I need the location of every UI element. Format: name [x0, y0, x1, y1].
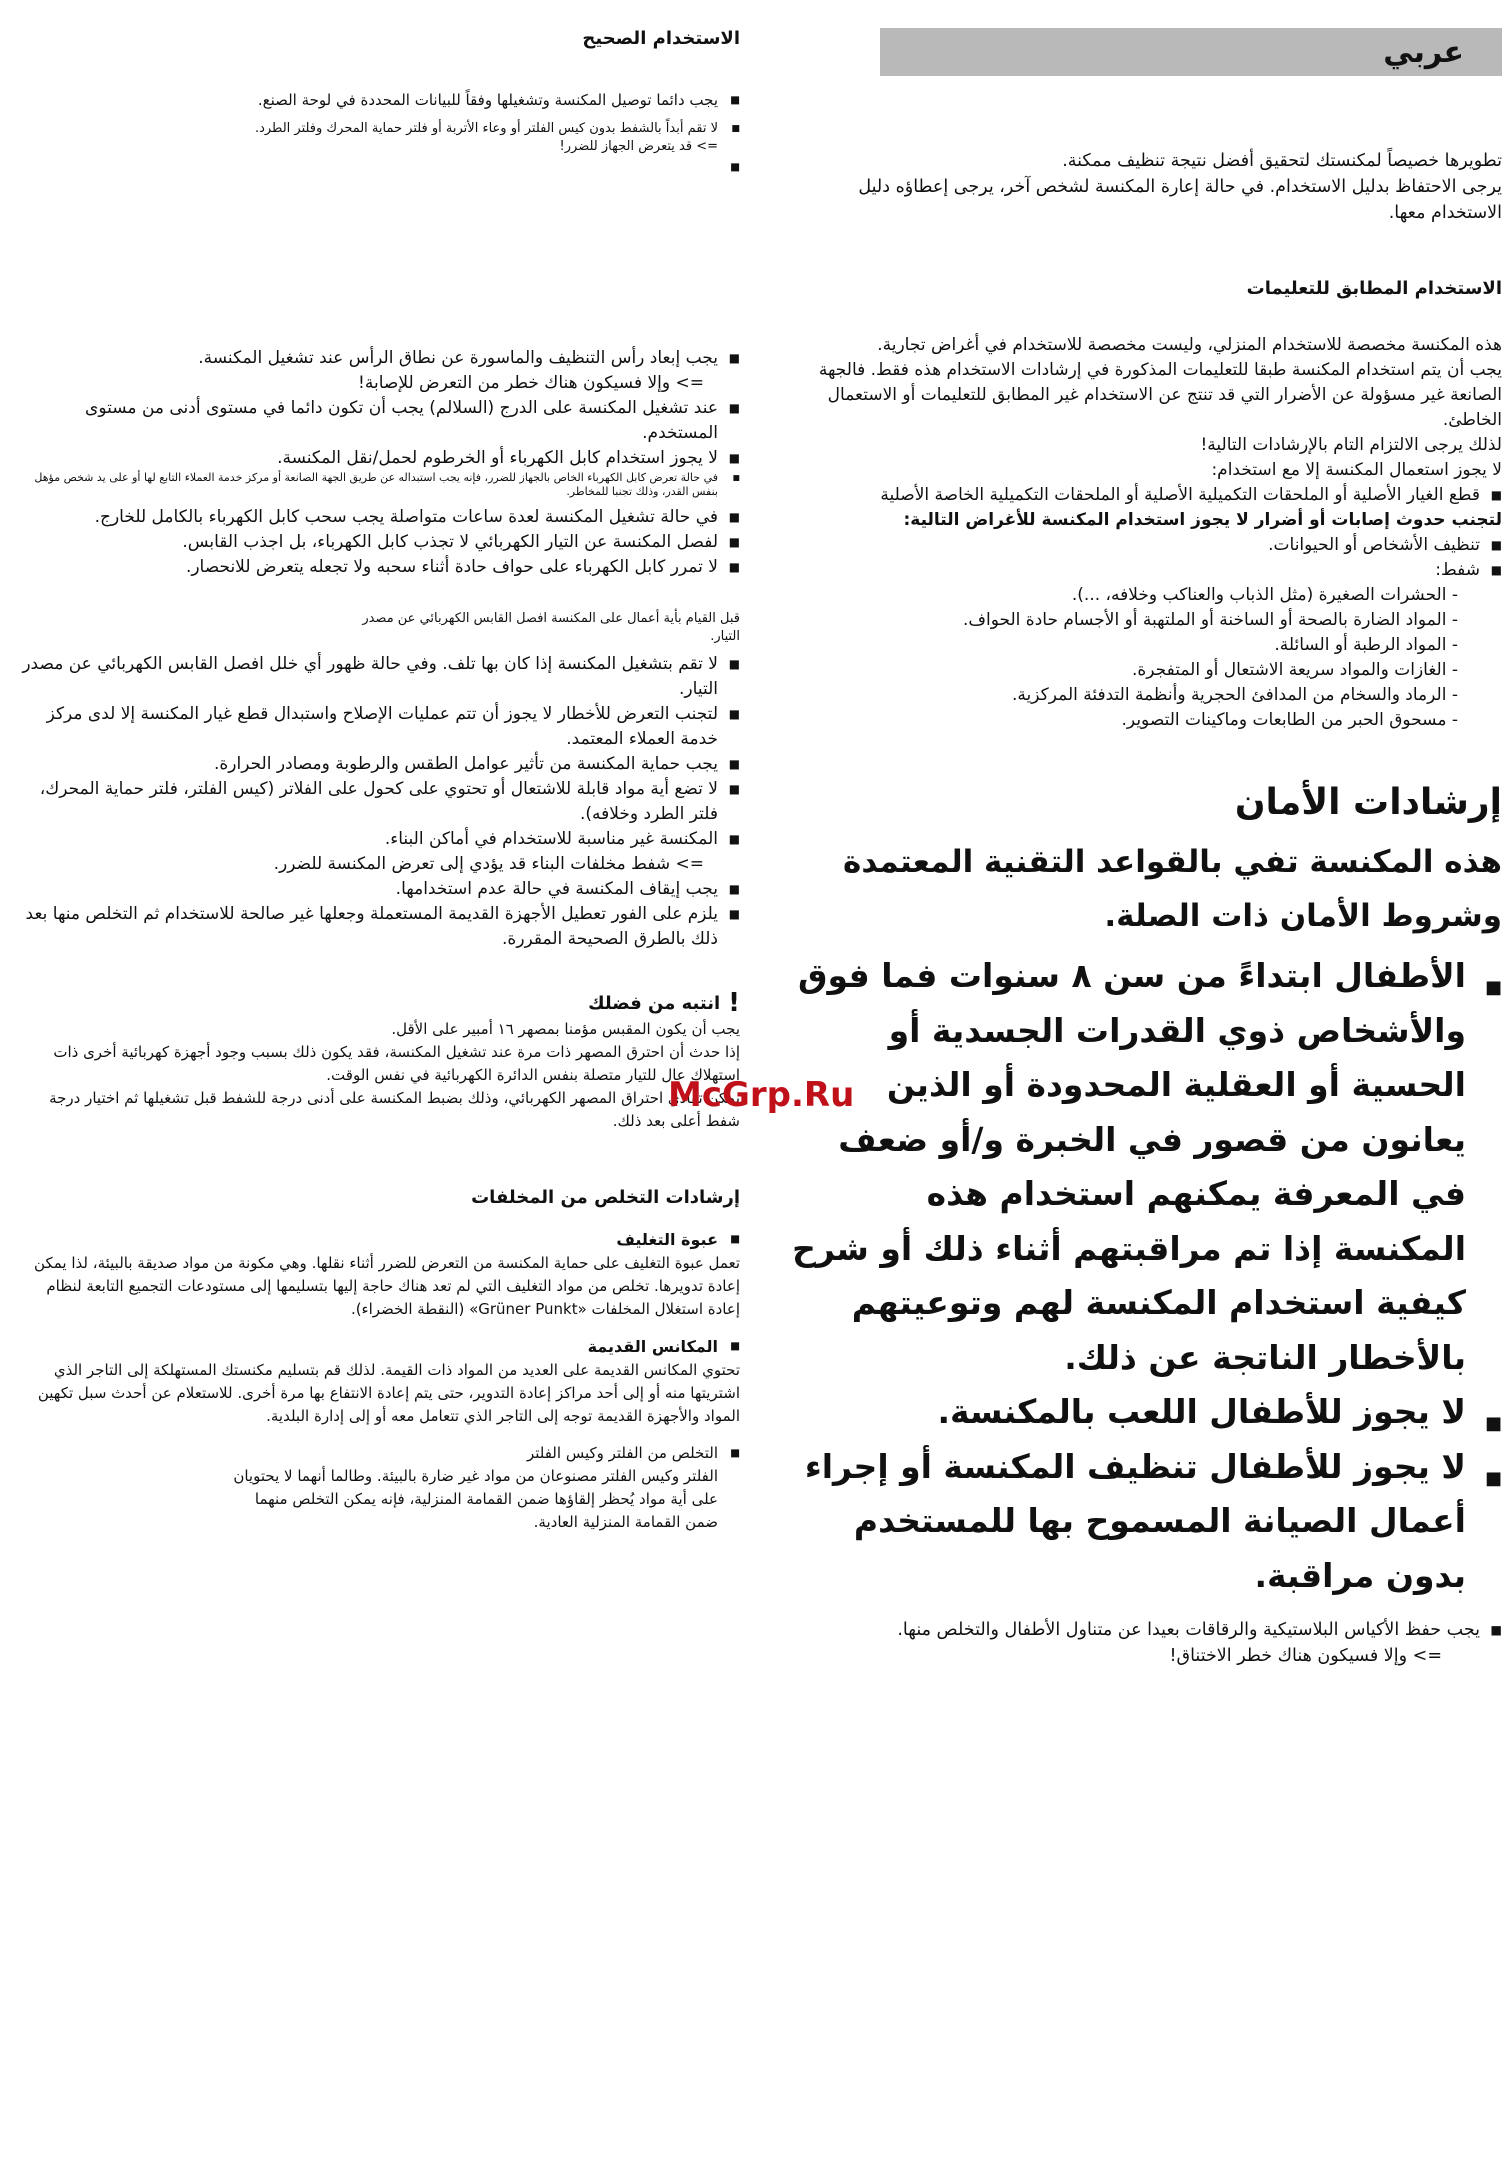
- dash-item: - المواد الضارة بالصحة أو الساخنة أو الملتهبة أو الأجسام حادة الحواف.: [963, 610, 1458, 630]
- intended-use-p3: لذلك يرجى الالتزام التام بالإرشادات التالية!: [1200, 435, 1502, 455]
- watermark: McGrp.Ru: [668, 1075, 855, 1115]
- intro-line-1: تطويرها خصيصاً لمكنستك لتحقيق أفضل نتيجة تنظيف ممكنة.: [1062, 151, 1502, 171]
- list-item-note: => وإلا فسيكون هناك خطر من التعرض للإصابة!: [358, 373, 704, 393]
- dash-item: - الرماد والسخام من المدافئ الحجرية وأنظمة التدفئة المركزية.: [1012, 685, 1458, 705]
- list-item: ■ المكنسة غير مناسبة للاستخدام في أماكن البناء.: [20, 827, 740, 852]
- list-item: ■ يجب إبعاد رأس التنظيف والماسورة عن نطاق الرأس عند تشغيل المكنسة.: [20, 346, 740, 371]
- bag-note-result: => وإلا فسيكون هناك خطر الاختناق!: [1169, 1646, 1442, 1666]
- packaging-title: ■ عبوة التغليف: [20, 1228, 740, 1252]
- left-column: [20, 28, 740, 1534]
- right-column: [790, 28, 1502, 1669]
- intended-use-p4: لا يجوز استعمال المكنسة إلا مع استخدام:: [1211, 460, 1502, 480]
- attention-heading: [20, 988, 740, 1018]
- list-item: ■ تنظيف الأشخاص أو الحيوانات.: [790, 533, 1502, 558]
- dash-item: - الغازات والمواد سريعة الاشتعال أو المتفجرة.: [1131, 660, 1458, 680]
- correct-use-title: الاستخدام الصحيح: [582, 28, 740, 49]
- list-item-note: => شفط مخلفات البناء قد يؤدي إلى تعرض المكنسة للضرر.: [273, 854, 704, 874]
- bag-note: ■ يجب حفظ الأكياس البلاستيكية والرقاقات بعيدا عن متناول الأطفال والتخلص منها.: [790, 1617, 1502, 1643]
- list-item: ■ لا تقم بتشغيل المكنسة إذا كان بها تلف. وفي حالة ظهور أي خلل افصل القابس الكهربائي عن مصدر التيار.: [20, 652, 740, 702]
- list-item: ■ لتجنب التعرض للأخطار لا يجوز أن تتم عمليات الإصلاح واستبدال قطع غيار المكنسة إلا لدى مركز خدمة العملاء المعتمد.: [20, 702, 740, 752]
- list-item: ■ عند تشغيل المكنسة على الدرج (السلالم) يجب أن تكون دائما في مستوى أدنى من مستوى المستخدم.: [20, 396, 740, 446]
- list-item: ■ يجب حماية المكنسة من تأثير عوامل الطقس والرطوبة ومصادر الحرارة.: [20, 752, 740, 777]
- safety-title: إرشادات الأمان: [1234, 782, 1502, 823]
- safety-item: ■ لا يجوز للأطفال تنظيف المكنسة أو إجراء أعمال الصيانة المسموح بها للمستخدم بدون مراقبة.: [790, 1440, 1502, 1604]
- attention-p3: يمكن تفادي احتراق المصهر الكهربائي، وذلك بضبط المكنسة على أدنى درجة للشفط قبل تشغيلها ثم اختيار درجة شفط أعلى بعد ذلك.: [49, 1089, 740, 1130]
- safety-intro: هذه المكنسة تفي بالقواعد التقنية المعتمدة وشروط الأمان ذات الصلة.: [843, 844, 1502, 934]
- intended-use-title: الاستخدام المطابق للتعليمات: [1246, 278, 1502, 299]
- dash-item: - المواد الرطبة أو السائلة.: [1274, 635, 1458, 655]
- attention-p2: إذا حدث أن احترق المصهر ذات مرة عند تشغيل المكنسة، فقد يكون ذلك بسبب وجود أجهزة كهربائية أخرى ذات استهلاك عال للتيار متصلة بنفس الدائرة الكهربائية في نفس الوقت.: [53, 1043, 740, 1084]
- filter-disposal-text: الفلتر وكيس الفلتر مصنوعان من مواد غير ضارة بالبيئة. وطالما أنهما لا يحتويان على أية مواد يُحظر إلقاؤها ضمن القمامة المنزلية، فإنه يمكن التخلص منهما ضمن القمامة المنزلية العادية.: [233, 1467, 718, 1531]
- old-vacuums-title: ■ المكانس القديمة: [20, 1335, 740, 1359]
- intended-use-p2: يجب أن يتم استخدام المكنسة طبقا للتعليمات المذكورة في إرشادات الاستخدام هذه فقط. فالجهة الصانعة غير مسؤولة عن الأضرار التي قد تنتج عن الاستخدام غير المطابق للتعليمات أو الاستعمال الخاطئ.: [818, 360, 1502, 430]
- warning-icon: !: [728, 988, 740, 1018]
- language-label: عربي: [1383, 34, 1464, 70]
- empty-bullet: [20, 156, 740, 176]
- list-item: ■ شفط:: [790, 558, 1502, 583]
- dash-item: - الحشرات الصغيرة (مثل الذباب والعناكب وخلافه، ...).: [1071, 585, 1458, 605]
- list-item: ■ لا يجوز استخدام كابل الكهرباء أو الخرطوم لحمل/نقل المكنسة.: [20, 446, 740, 471]
- list-item: ■ لا تضع أية مواد قابلة للاشتعال أو تحتوي على كحول على الفلاتر (كيس الفلتر، فلتر حماية المحرك، فلتر الطرد وخلافه).: [20, 777, 740, 827]
- old-vacuums-text: تحتوي المكانس القديمة على العديد من المواد ذات القيمة. لذلك قم بتسليم مكنستك المستهلكة إلى التاجر الذي اشتريتها منه أو إلى أحد مراكز إعادة التدوير، حتى يتم إعادة الانتفاع بها مرة أخرى. للاستعلام عن أحدث سبل تكهين المواد والأجهزة القديمة توجه إلى التاجر الذي تتعامل معه أو إلى إدارة البلدية.: [37, 1361, 740, 1425]
- attention-p1: يجب أن يكون المقبس مؤمنا بمصهر ١٦ أمبير على الأقل.: [391, 1020, 740, 1038]
- intro-line-2: يرجى الاحتفاظ بدليل الاستخدام. في حالة إعارة المكنسة لشخص آخر، يرجى إعطاؤه دليل الاستخدام معها.: [858, 177, 1502, 223]
- safety-item: ■ الأطفال ابتداءً من سن ٨ سنوات فما فوق والأشخاص ذوي القدرات الجسدية أو الحسية أو العقلية المحدودة أو الذين يعانون من قصور في الخبرة و/أو ضعف في المعرفة يمكنهم استخدام هذه المكنسة إذا تم مراقبتهم أثناء ذلك أو شرح كيفية استخدام المكنسة لهم وتوعيتهم بالأخطار الناتجة عن ذلك.: [790, 949, 1502, 1385]
- unplug-note: قبل القيام بأية أعمال على المكنسة افصل القابس الكهربائي عن مصدر التيار.: [362, 611, 740, 644]
- list-item: ■ لا تقم أبداً بالشفط بدون كيس الفلتر أو وعاء الأتربة أو فلتر حماية المحرك وفلتر الطرد. => قد يتعرض الجهاز للضرر!: [20, 120, 740, 156]
- list-item: ■ قطع الغيار الأصلية أو الملحقات التكميلية الأصلية أو الملحقات التكميلية الخاصة الأصلية: [790, 483, 1502, 508]
- small-note: ■ في حالة تعرض كابل الكهرباء الخاص بالجهاز للضرر، فإنه يجب استبداله عن طريق الجهة الصانعة أو مركز خدمة العملاء التابع لها أو على يد شخص مؤهل بنفس القدر، وذلك تجنبا للمخاطر.: [20, 471, 740, 499]
- intended-use-warning: لتجنب حدوث إصابات أو أضرار لا يجوز استخدام المكنسة للأغراض التالية:: [903, 510, 1502, 530]
- list-item: ■ يجب إيقاف المكنسة في حالة عدم استخدامها.: [20, 877, 740, 902]
- dash-item: - مسحوق الحبر من الطابعات وماكينات التصوير.: [1121, 710, 1458, 730]
- list-item: ■ يلزم على الفور تعطيل الأجهزة القديمة المستعملة وجعلها غير صالحة للاستخدام ثم التخلص منها بعد ذلك بالطرق الصحيحة المقررة.: [20, 902, 740, 952]
- attention-title: انتبه من فضلك: [588, 992, 721, 1014]
- filter-disposal-title: ■ التخلص من الفلتر وكيس الفلتر: [20, 1442, 740, 1465]
- list-item: ■ لفصل المكنسة عن التيار الكهربائي لا تجذب كابل الكهرباء، بل اجذب القابس.: [20, 530, 740, 555]
- list-item: ■ لا تمرر كابل الكهرباء على حواف حادة أثناء سحبه ولا تجعله يتعرض للانحصار.: [20, 555, 740, 580]
- list-item: ■ في حالة تشغيل المكنسة لعدة ساعات متواصلة يجب سحب كابل الكهرباء بالكامل للخارج.: [20, 505, 740, 530]
- safety-item: ■ لا يجوز للأطفال اللعب بالمكنسة.: [790, 1385, 1502, 1440]
- disposal-title: إرشادات التخلص من المخلفات: [471, 1187, 740, 1208]
- packaging-text: تعمل عبوة التغليف على حماية المكنسة من التعرض للضرر أثناء نقلها. وهي مكونة من مواد صديقة بالبيئة، لذا يمكن إعادة تدويرها. تخلص من مواد التغليف التي لم تعد هناك حاجة إليها بتسليمها إلى مستودعات التجميع التابعة لنظام إعادة استغلال المخلفات «Grüner Punkt» (النقطة الخضراء).: [34, 1254, 740, 1318]
- language-bar: [880, 28, 1502, 76]
- list-item: ■ يجب دائما توصيل المكنسة وتشغيلها وفقاً للبيانات المحددة في لوحة الصنع.: [20, 89, 740, 112]
- intended-use-p1: هذه المكنسة مخصصة للاستخدام المنزلي، وليست مخصصة للاستخدام في أغراض تجارية.: [877, 335, 1502, 355]
